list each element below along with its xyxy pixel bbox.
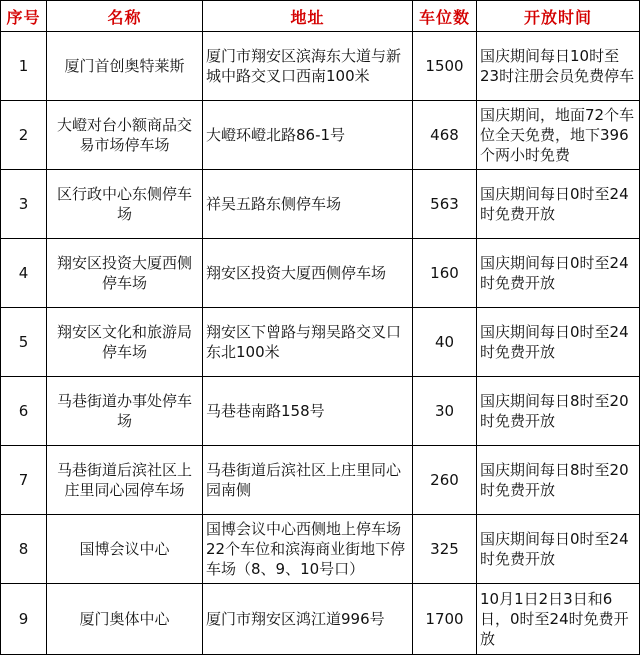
table-row [1, 584, 640, 655]
row-index: 6 [1, 377, 47, 446]
table-row [1, 239, 640, 308]
header-hours: 开放时间 [477, 1, 640, 32]
row-index: 5 [1, 308, 47, 377]
header-spots: 车位数 [413, 1, 477, 32]
row-hours: 国庆期间每日0时至24时免费开放 [477, 239, 640, 308]
row-index: 1 [1, 32, 47, 101]
table-row [1, 101, 640, 170]
row-spots: 1500 [413, 32, 477, 101]
header-address: 地址 [203, 1, 413, 32]
row-name: 翔安区文化和旅游局停车场 [47, 308, 203, 377]
row-hours: 国庆期间每日8时至20时免费开放 [477, 446, 640, 515]
row-hours: 国庆期间每日0时至24时免费开放 [477, 308, 640, 377]
row-spots: 260 [413, 446, 477, 515]
row-spots: 1700 [413, 584, 477, 655]
row-address: 国博会议中心西侧地上停车场22个车位和滨海商业街地下停车场（8、9、10号口） [203, 515, 413, 584]
row-address: 祥吴五路东侧停车场 [203, 170, 413, 239]
row-hours: 10月1日2日3日和6日，0时至24时免费开放 [477, 584, 640, 655]
row-name: 马巷街道办事处停车场 [47, 377, 203, 446]
header-index: 序号 [1, 1, 47, 32]
row-name: 厦门首创奥特莱斯 [47, 32, 203, 101]
row-address: 翔安区下曾路与翔吴路交叉口东北100米 [203, 308, 413, 377]
row-name: 区行政中心东侧停车场 [47, 170, 203, 239]
row-spots: 40 [413, 308, 477, 377]
row-address: 翔安区投资大厦西侧停车场 [203, 239, 413, 308]
row-spots: 325 [413, 515, 477, 584]
row-index: 3 [1, 170, 47, 239]
row-hours: 国庆期间每日0时至24时免费开放 [477, 515, 640, 584]
table-row [1, 170, 640, 239]
row-spots: 468 [413, 101, 477, 170]
row-name: 翔安区投资大厦西侧停车场 [47, 239, 203, 308]
row-index: 7 [1, 446, 47, 515]
row-spots: 160 [413, 239, 477, 308]
row-spots: 30 [413, 377, 477, 446]
row-hours: 国庆期间，地面72个车位全天免费，地下396个两小时免费 [477, 101, 640, 170]
table-row [1, 308, 640, 377]
table-row [1, 515, 640, 584]
table-row [1, 446, 640, 515]
row-index: 8 [1, 515, 47, 584]
row-address: 马巷街道后滨社区上庄里同心园南侧 [203, 446, 413, 515]
row-hours: 国庆期间每日8时至20时免费开放 [477, 377, 640, 446]
header-name: 名称 [47, 1, 203, 32]
row-index: 9 [1, 584, 47, 655]
row-address: 马巷巷南路158号 [203, 377, 413, 446]
row-address: 厦门市翔安区滨海东大道与新城中路交叉口西南100米 [203, 32, 413, 101]
row-hours: 国庆期间每日10时至23时注册会员免费停车 [477, 32, 640, 101]
row-name: 大嶝对台小额商品交易市场停车场 [47, 101, 203, 170]
header-row [1, 1, 640, 32]
row-address: 大嶝环嶝北路86-1号 [203, 101, 413, 170]
table-row [1, 32, 640, 101]
row-index: 2 [1, 101, 47, 170]
row-address: 厦门市翔安区鸿江道996号 [203, 584, 413, 655]
row-hours: 国庆期间每日0时至24时免费开放 [477, 170, 640, 239]
row-name: 厦门奥体中心 [47, 584, 203, 655]
row-spots: 563 [413, 170, 477, 239]
row-name: 马巷街道后滨社区上庄里同心园停车场 [47, 446, 203, 515]
table-row [1, 377, 640, 446]
row-index: 4 [1, 239, 47, 308]
row-name: 国博会议中心 [47, 515, 203, 584]
